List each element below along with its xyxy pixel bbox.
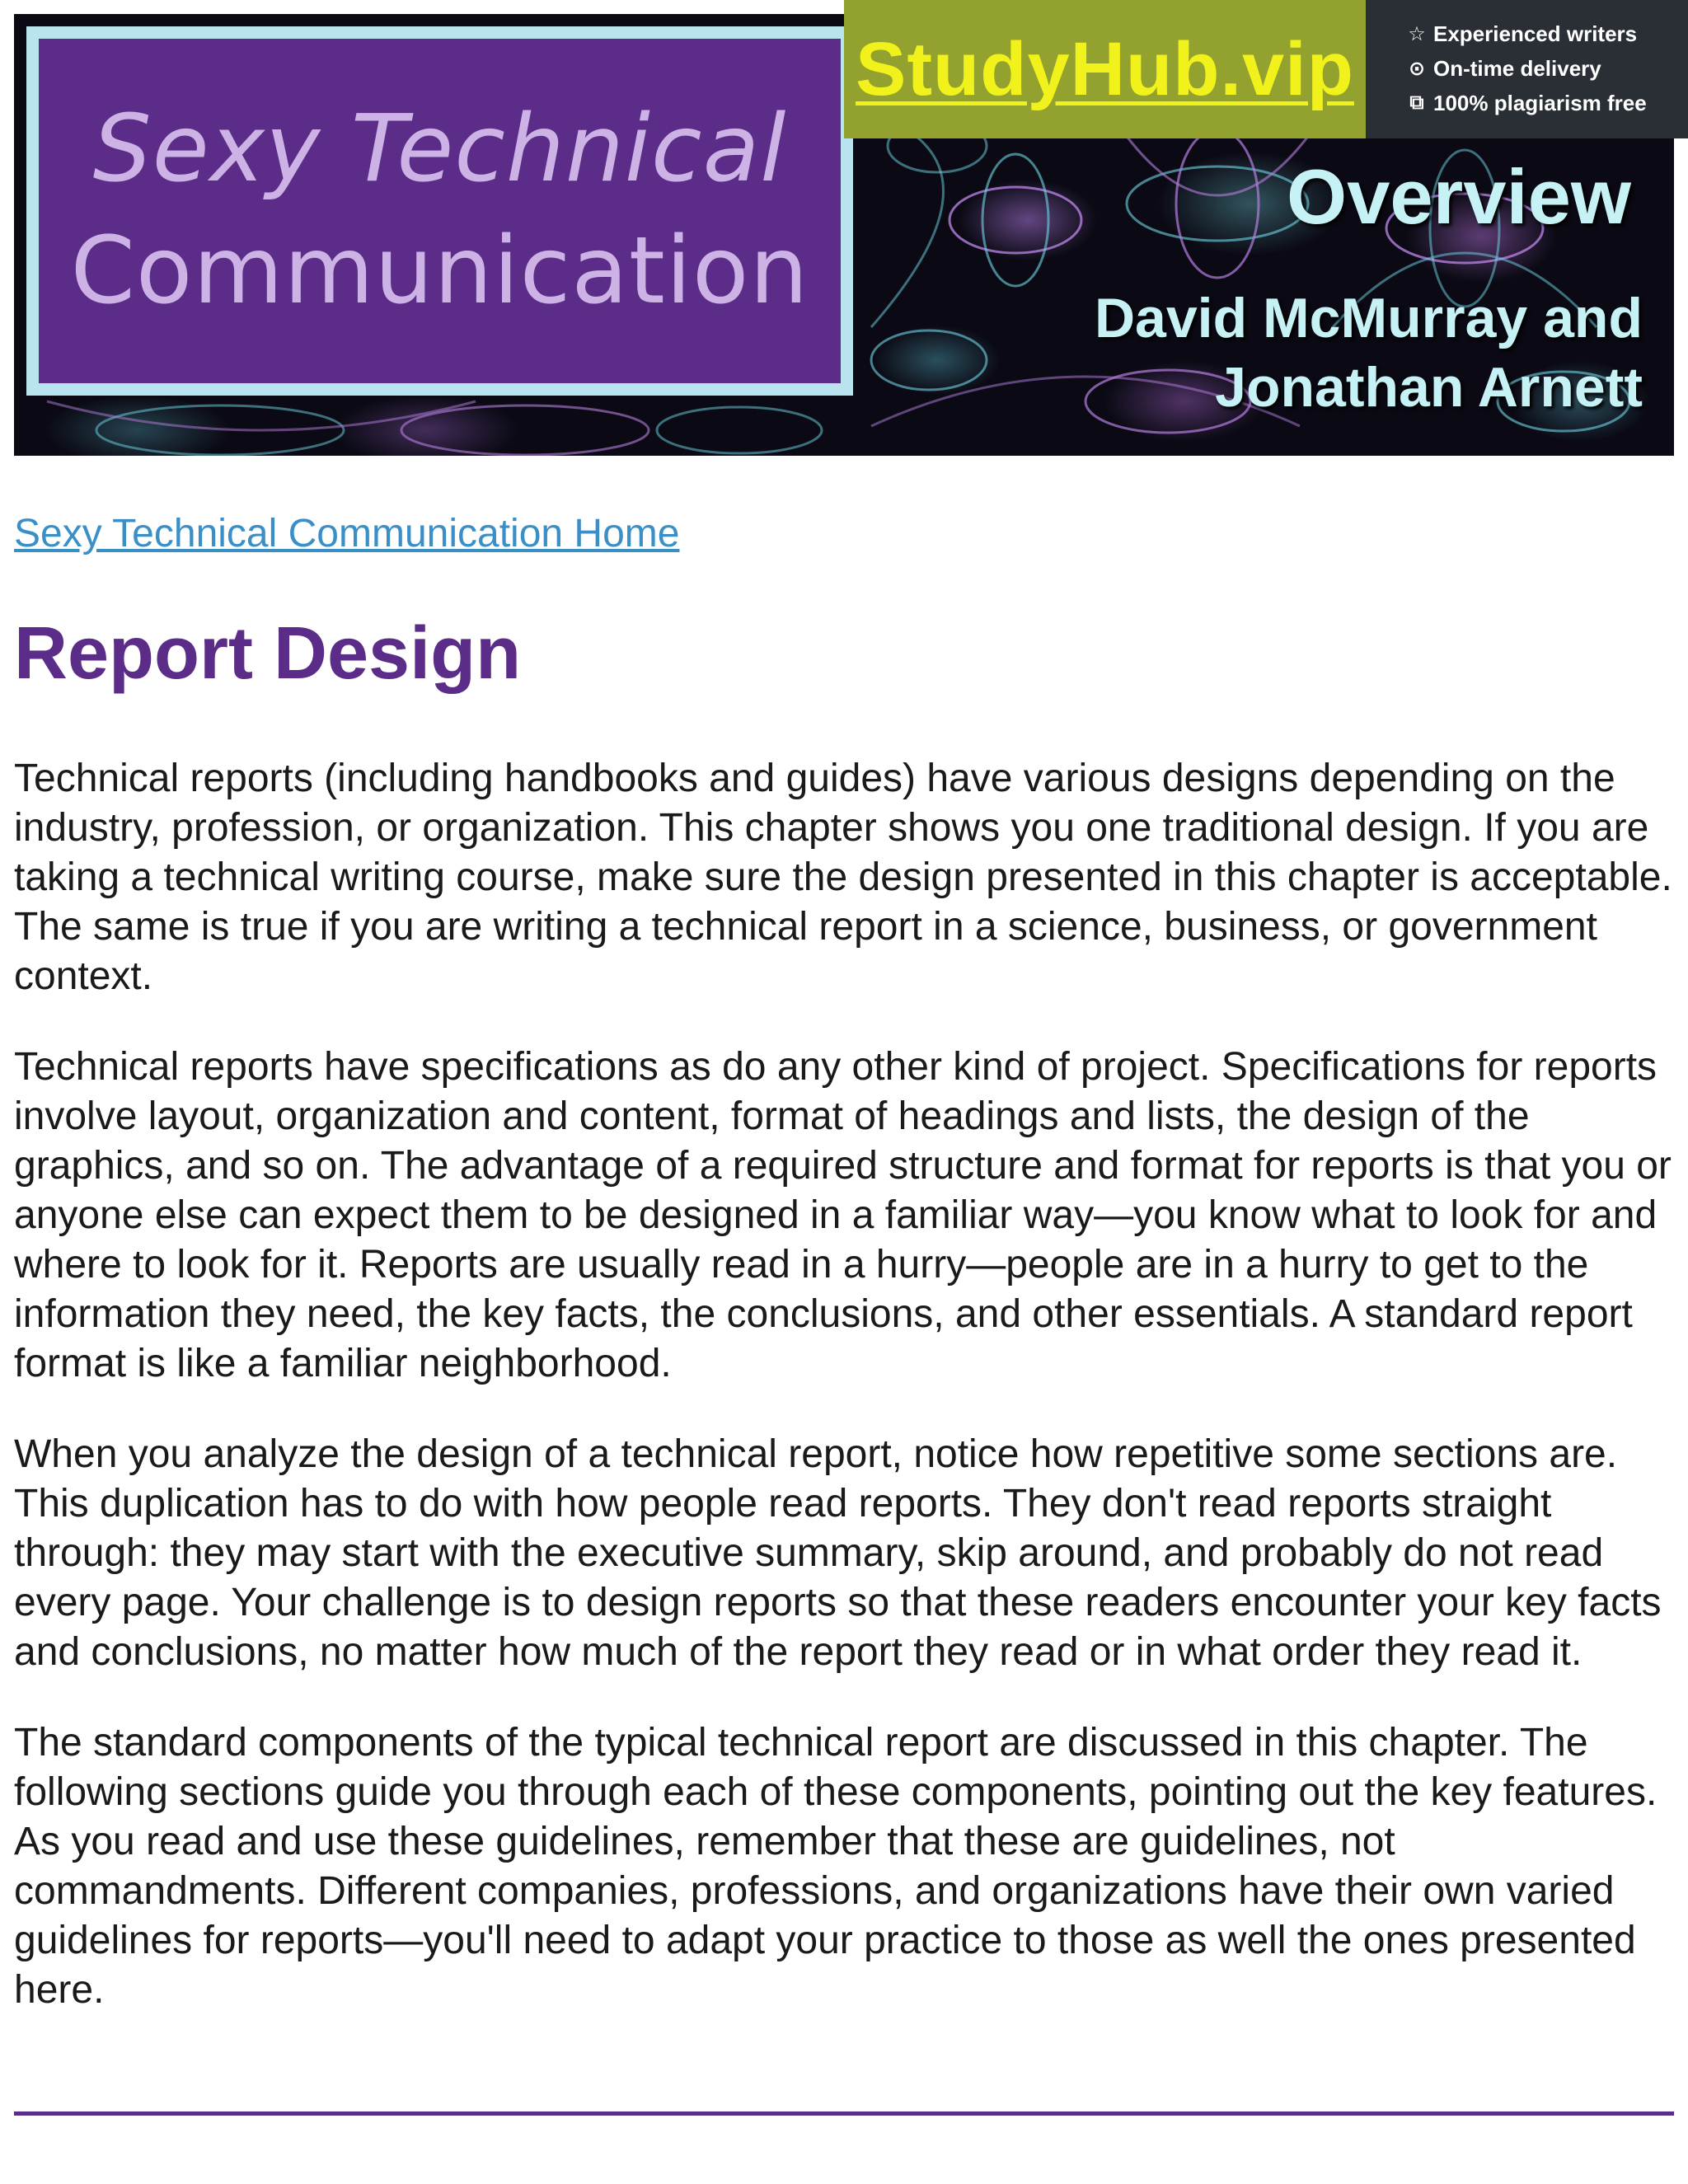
banner-authors bbox=[1095, 284, 1643, 422]
ad-feature-label: 100% plagiarism free bbox=[1433, 90, 1647, 115]
copy-icon: ⧉ bbox=[1409, 91, 1424, 114]
ad-feature-item bbox=[1405, 51, 1688, 86]
ad-brand-link[interactable]: StudyHub.vip bbox=[856, 26, 1354, 111]
ad-feature-list bbox=[1366, 0, 1688, 138]
article-body bbox=[14, 754, 1674, 2056]
ad-feature-item bbox=[1405, 86, 1688, 120]
logo-text-line1: Sexy Technical bbox=[92, 96, 787, 204]
paragraph: When you analyze the design of a technical report, notice how repetitive some sections are. This duplication has to do with how people read reports. They don't read reports straight through: they may start with the executive summary, skip around, and probably do not read every page. Your challenge is to design reports so that these readers encounter your key facts and conclusions, no matter how much of the report they read or in what order they read it. bbox=[14, 1432, 1662, 1674]
ad-feature-label: On-time delivery bbox=[1433, 55, 1601, 81]
banner-overview-title: Overview bbox=[1286, 153, 1631, 240]
ad-brand-panel[interactable] bbox=[844, 0, 1366, 138]
site-logo-panel bbox=[39, 39, 841, 383]
ad-feature-label: Experienced writers bbox=[1433, 21, 1638, 46]
ad-feature-item bbox=[1405, 16, 1688, 51]
home-link[interactable]: Sexy Technical Communication Home bbox=[14, 512, 680, 555]
star-icon: ☆ bbox=[1408, 22, 1426, 45]
page-title: Report Design bbox=[14, 612, 522, 695]
authors-line2: Jonathan Arnett bbox=[1215, 356, 1643, 419]
studyhub-ad-badge[interactable] bbox=[844, 0, 1688, 138]
section-divider bbox=[14, 2111, 1674, 2116]
clock-icon: ⊙ bbox=[1408, 57, 1426, 80]
paragraph: Technical reports (including handbooks and guides) have various designs depending on the industry, profession, or organization. This chapter shows you one traditional design. If you are taking a technical writing course, make sure the design presented in this chapter is acceptable. The same is true if you are writing a technical report in a science, business, or government context. bbox=[14, 757, 1672, 998]
logo-text-line2: Communication bbox=[70, 218, 809, 325]
paragraph: Technical reports have specifications as do any other kind of project. Specifications for reports involve layout, organization and content, format of headings and lists, the design of the graphics, and so on. The advantage of a required structure and format for reports is that you or anyone else can expect them to be designed in a familiar way—you know what to look for and where to look for it. Reports are usually read in a hurry—people are in a hurry to get to the information they need, the key facts, the conclusions, and other essentials. A standard report format is like a familiar neighborhood. bbox=[14, 1045, 1672, 1385]
paragraph: The standard components of the typical technical report are discussed in this chapter. The following sections guide you through each of these components, pointing out the key features. As you read and use these guidelines, remember that these are guidelines, not commandments. Different companies, professions, and organizations have their own varied guidelines for reports—you'll need to adapt your practice to those as well the ones presented here. bbox=[14, 1721, 1658, 2012]
authors-line1: David McMurray and bbox=[1094, 287, 1643, 349]
site-logo bbox=[26, 26, 853, 396]
